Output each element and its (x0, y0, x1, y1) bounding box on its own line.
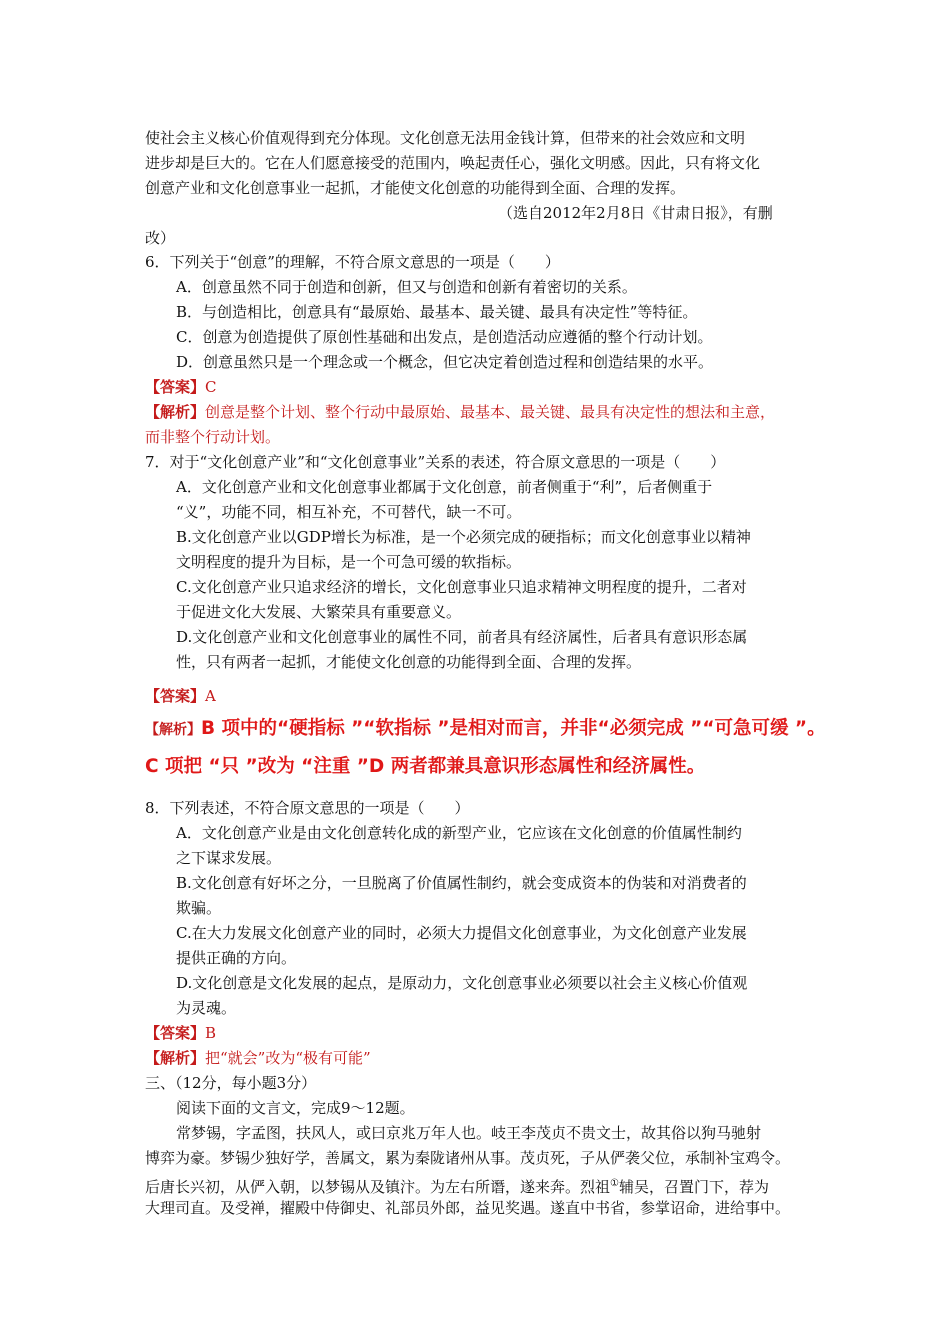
question-8-answer (145, 1021, 216, 1046)
section-3-instruction: 阅读下面的文言文，完成9～12题。 (176, 1099, 415, 1117)
question-8-option-d: 为灵魂。 (176, 999, 237, 1017)
passage-text: 辅吴，召置门下，荐为 (618, 1178, 769, 1196)
question-7-analysis (145, 714, 826, 745)
section-3-heading: 三、（12分，每小题3分） (145, 1074, 317, 1092)
intro-line: 创意产业和文化创意事业一起抓，才能使文化创意的功能得到全面、合理的发挥。 (145, 179, 686, 197)
question-7-option-d: D.文化创意产业和文化创意事业的属性不同，前者具有经济属性，后者具有意识形态属 (176, 628, 748, 646)
analysis-label: 【解析】 (145, 403, 206, 421)
question-6-answer (145, 375, 217, 400)
analysis-label: 【解析】 (145, 1049, 206, 1067)
question-6-stem: 6．下列关于“创意”的理解，不符合原文意思的一项是（ ） (145, 253, 560, 271)
answer-label: 【答案】 (145, 378, 206, 396)
question-6-analysis (145, 400, 775, 425)
question-6-option-a: A．创意虽然不同于创造和创新，但又与创造和创新有着密切的关系。 (176, 278, 637, 296)
intro-line: 使社会主义核心价值观得到充分体现。文化创意无法用金钱计算，但带来的社会效应和文明 (145, 129, 746, 147)
question-7-option-c: C.文化创意产业只追求经济的增长，文化创意事业只追求精神文明程度的提升，二者对 (176, 578, 747, 596)
question-8-option-a: 之下谋求发展。 (176, 849, 282, 867)
analysis-text: 创意是整个计划、整个行动中最原始、最基本、最关键、最具有决定性的想法和主意， (205, 403, 776, 421)
passage-text: 后唐长兴初，从俨入朝，以梦锡从及镇汴。为左右所谮，遂来奔。烈祖 (145, 1178, 611, 1196)
question-7-option-c: 于促进文化大发展、大繁荣具有重要意义。 (176, 603, 462, 621)
question-6-option-d: D．创意虽然只是一个理念或一个概念，但它决定着创造过程和创造结果的水平。 (176, 353, 714, 371)
question-7-stem: 7．对于“文化创意产业”和“文化创意事业”关系的表述，符合原文意思的一项是（ ） (145, 453, 726, 471)
intro-line: 进步却是巨大的。它在人们愿意接受的范围内，唤起责任心，强化文明感。因此，只有将文化 (145, 154, 761, 172)
answer-value: B (205, 1024, 217, 1042)
question-7-option-d: 性，只有两者一起抓，才能使文化创意的功能得到全面、合理的发挥。 (176, 653, 642, 671)
analysis-label: 【解析】 (145, 722, 201, 738)
question-7-answer (145, 684, 216, 709)
question-8-analysis (145, 1046, 371, 1071)
question-6-option-b: B．与创造相比，创意具有“最原始、最基本、最关键、最具有决定性”等特征。 (176, 303, 698, 321)
analysis-text: B 项中的“硬指标 ”“软指标 ”是相对而言，并非“必须完成 ”“可急可缓 ”。 (201, 718, 826, 739)
answer-value: A (205, 687, 216, 705)
question-7-option-b: 文明程度的提升为目标，是一个可急可缓的软指标。 (176, 553, 522, 571)
question-6-analysis: 而非整个行动计划。 (145, 428, 281, 446)
question-6-option-c: C．创意为创造提供了原创性基础和出发点，是创造活动应遵循的整个行动计划。 (176, 328, 713, 346)
source-note: （选自2012年2月8日《甘肃日报》，有删 (498, 204, 773, 222)
answer-label: 【答案】 (145, 1024, 206, 1042)
question-8-option-b: 欺骗。 (176, 899, 222, 917)
answer-value: C (205, 378, 217, 396)
question-8-option-c: C.在大力发展文化创意产业的同时，必须大力提倡文化创意事业，为文化创意产业发展 (176, 924, 747, 942)
passage-line: 博弈为豪。梦锡少独好学，善属文，累为秦陇诸州从事。茂贞死，子从俨袭父位，承制补宝鸡令。 (145, 1149, 791, 1167)
passage-line: 大理司直。及受禅，擢殿中侍御史、礼部员外郎，益见奖遇。遂直中书省，参掌诏命，进给事中。 (145, 1199, 791, 1217)
question-7-option-b: B.文化创意产业以GDP增长为标准，是一个必须完成的硬指标；而文化创意事业以精神 (176, 528, 751, 546)
question-8-option-c: 提供正确的方向。 (176, 949, 297, 967)
question-8-stem: 8．下列表述，不符合原文意思的一项是（ ） (145, 799, 470, 817)
question-8-option-b: B.文化创意有好坏之分，一旦脱离了价值属性制约，就会变成资本的伪装和对消费者的 (176, 874, 747, 892)
question-8-option-a: A．文化创意产业是由文化创意转化成的新型产业，它应该在文化创意的价值属性制约 (176, 824, 742, 842)
question-8-option-d: D.文化创意是文化发展的起点，是原动力，文化创意事业必须要以社会主义核心价值观 (176, 974, 748, 992)
passage-line: 常梦锡，字孟图，扶风人，或曰京兆万年人也。岐王李茂贞不贵文士，故其俗以狗马驰射 (176, 1124, 762, 1142)
answer-label: 【答案】 (145, 687, 206, 705)
question-7-option-a: A．文化创意产业和文化创意事业都属于文化创意，前者侧重于“利”，后者侧重于 (176, 478, 713, 496)
footnote-marker: ① (610, 1178, 619, 1189)
analysis-text: 把“就会”改为“极有可能” (205, 1049, 371, 1067)
question-7-option-a: “义”，功能不同，相互补充，不可替代，缺一不可。 (176, 503, 522, 521)
source-note: 改） (145, 229, 176, 247)
question-7-analysis: C 项把 “只 ”改为 “注重 ”D 两者都兼具意识形态属性和经济属性。 (145, 756, 706, 777)
